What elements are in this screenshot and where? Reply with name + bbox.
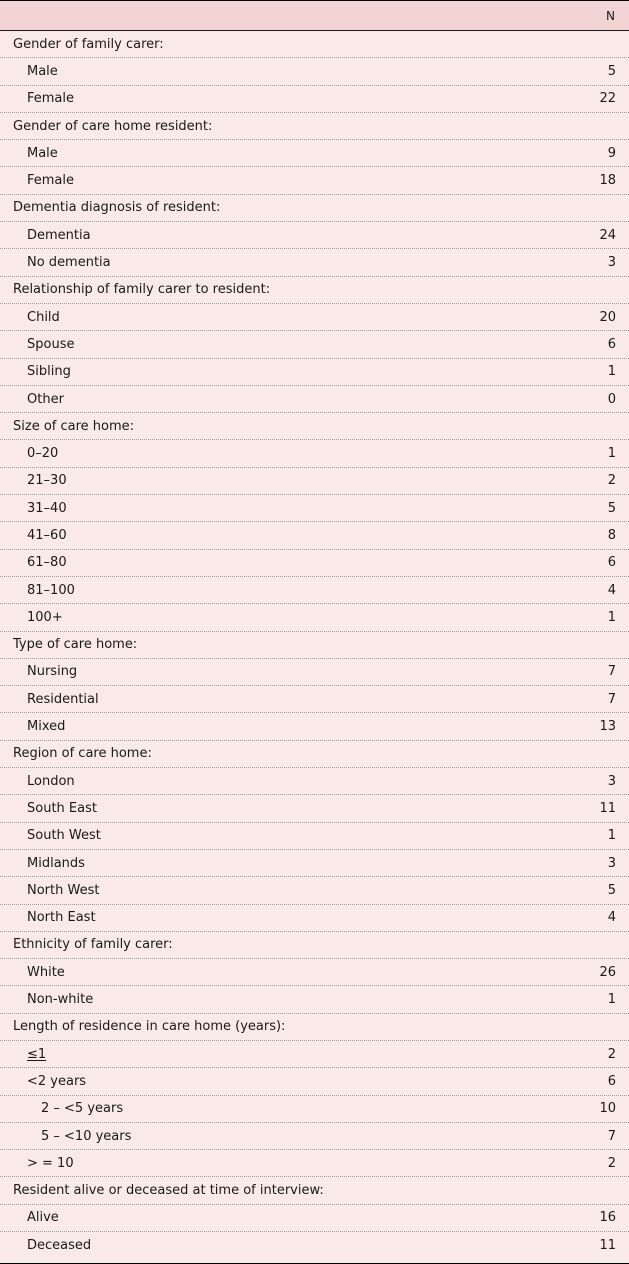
row-count: 7 <box>607 691 616 707</box>
row-count: 6 <box>607 336 616 352</box>
table-row <box>0 1096 629 1123</box>
row-label: 21–30 <box>27 473 67 489</box>
row-count: 1 <box>607 609 616 625</box>
row-count: 2 <box>607 473 616 489</box>
row-count: 2 <box>607 1155 616 1171</box>
row-label: 61–80 <box>27 555 67 571</box>
row-label: 100+ <box>27 609 63 625</box>
row-count: 18 <box>599 173 616 189</box>
row-count: 5 <box>607 63 616 79</box>
table-row <box>0 1150 629 1177</box>
row-label: South East <box>27 800 97 816</box>
row-label: Child <box>27 309 60 325</box>
row-count: 1 <box>607 992 616 1008</box>
table-header-row <box>0 1 629 31</box>
table-group-row <box>0 413 629 440</box>
table-group-row <box>0 741 629 768</box>
row-label: South West <box>27 828 101 844</box>
row-count: 11 <box>599 1238 616 1254</box>
table-group-row <box>0 1177 629 1204</box>
table-row <box>0 1068 629 1095</box>
table-row <box>0 550 629 577</box>
table-row <box>0 986 629 1013</box>
group-label: Size of care home: <box>13 418 135 434</box>
table-row <box>0 249 629 276</box>
table-group-row <box>0 1014 629 1041</box>
group-label: Ethnicity of family carer: <box>13 937 173 953</box>
row-count: 1 <box>607 828 616 844</box>
group-label: Relationship of family carer to resident: <box>13 282 271 298</box>
table-row <box>0 577 629 604</box>
row-count: 16 <box>599 1210 616 1226</box>
row-label: 0–20 <box>27 446 59 462</box>
row-count: 9 <box>607 145 616 161</box>
table-row <box>0 386 629 413</box>
row-count: 10 <box>599 1101 616 1117</box>
row-label: Midlands <box>27 855 85 871</box>
row-count: 20 <box>599 309 616 325</box>
table-row <box>0 86 629 113</box>
row-label: No dementia <box>27 255 111 271</box>
row-label: Other <box>27 391 64 407</box>
table-row <box>0 495 629 522</box>
row-label: 5 – <10 years <box>41 1128 132 1144</box>
table-row <box>0 468 629 495</box>
row-label: <2 years <box>27 1073 87 1089</box>
row-count: 2 <box>607 1046 616 1062</box>
table-row <box>0 905 629 932</box>
row-label: Mixed <box>27 719 66 735</box>
group-label: Gender of family carer: <box>13 36 164 52</box>
table-group-row <box>0 31 629 58</box>
group-label: Gender of care home resident: <box>13 118 213 134</box>
group-label: Type of care home: <box>13 637 138 653</box>
table-row <box>0 1232 629 1259</box>
table-row <box>0 959 629 986</box>
row-label: Residential <box>27 691 99 707</box>
row-label: Female <box>27 173 75 189</box>
table-group-row <box>0 277 629 304</box>
row-count: 1 <box>607 446 616 462</box>
row-count: 8 <box>607 527 616 543</box>
table-row <box>0 604 629 631</box>
row-label: Spouse <box>27 336 75 352</box>
table-group-row <box>0 113 629 140</box>
row-count: 1 <box>607 364 616 380</box>
row-label: 81–100 <box>27 582 75 598</box>
table-row <box>0 795 629 822</box>
row-label: 2 – <5 years <box>41 1101 124 1117</box>
table-row <box>0 850 629 877</box>
row-count: 11 <box>599 800 616 816</box>
row-label: ≤1 <box>27 1046 47 1062</box>
row-label: Male <box>27 63 58 79</box>
table-row <box>0 440 629 467</box>
table-row <box>0 1041 629 1068</box>
row-label: 31–40 <box>27 500 67 516</box>
table-row <box>0 304 629 331</box>
row-label: Deceased <box>27 1238 92 1254</box>
table-row <box>0 58 629 85</box>
table-row <box>0 1205 629 1232</box>
row-label: Dementia <box>27 227 91 243</box>
row-count: 6 <box>607 555 616 571</box>
row-label: Nursing <box>27 664 78 680</box>
table-row <box>0 359 629 386</box>
row-count: 3 <box>607 773 616 789</box>
row-count: 3 <box>607 255 616 271</box>
group-label: Resident alive or deceased at time of interview: <box>13 1183 324 1199</box>
row-count: 22 <box>599 91 616 107</box>
row-count: 0 <box>607 391 616 407</box>
row-count: 5 <box>607 882 616 898</box>
row-count: 4 <box>607 910 616 926</box>
row-count: 5 <box>607 500 616 516</box>
row-label: Sibling <box>27 364 71 380</box>
row-label: 41–60 <box>27 527 67 543</box>
row-label: North East <box>27 910 96 926</box>
table-row <box>0 686 629 713</box>
row-count: 7 <box>607 1128 616 1144</box>
table-group-row <box>0 195 629 222</box>
group-label: Region of care home: <box>13 746 152 762</box>
row-label: White <box>27 964 65 980</box>
row-label: Male <box>27 145 58 161</box>
table-group-row <box>0 932 629 959</box>
table-row <box>0 167 629 194</box>
table-row <box>0 522 629 549</box>
table-row <box>0 1123 629 1150</box>
row-label: North West <box>27 882 100 898</box>
row-count: 3 <box>607 855 616 871</box>
row-label: > = 10 <box>27 1155 74 1171</box>
row-count: 4 <box>607 582 616 598</box>
table-row <box>0 140 629 167</box>
table-group-row <box>0 632 629 659</box>
group-label: Length of residence in care home (years): <box>13 1019 286 1035</box>
table-row <box>0 877 629 904</box>
group-label: Dementia diagnosis of resident: <box>13 200 221 216</box>
row-count: 24 <box>599 227 616 243</box>
table-row <box>0 823 629 850</box>
table-row <box>0 659 629 686</box>
table-row <box>0 768 629 795</box>
row-count: 7 <box>607 664 616 680</box>
row-label: Alive <box>27 1210 59 1226</box>
row-label: London <box>27 773 75 789</box>
table-body <box>0 31 629 1259</box>
row-label: Non-white <box>27 992 94 1008</box>
n-column-header: N <box>606 8 615 23</box>
row-label: Female <box>27 91 75 107</box>
table-row <box>0 713 629 740</box>
row-count: 13 <box>599 719 616 735</box>
table-row <box>0 331 629 358</box>
row-count: 26 <box>599 964 616 980</box>
row-count: 6 <box>607 1073 616 1089</box>
table-row <box>0 222 629 249</box>
